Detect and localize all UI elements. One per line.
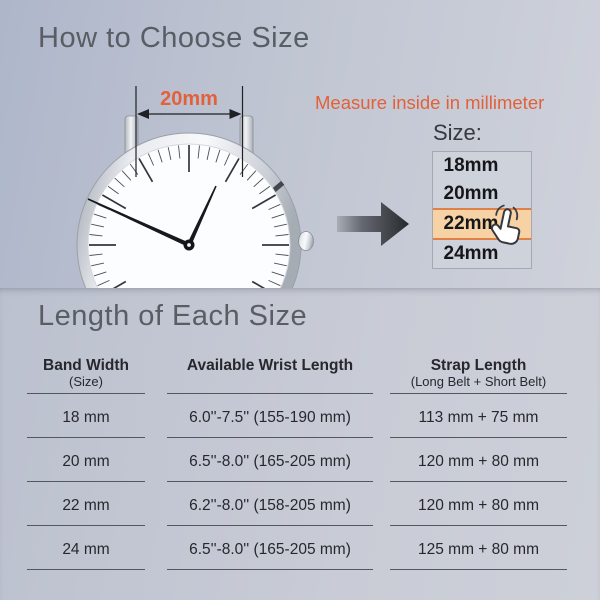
table-header-strap-length: Strap Length (Long Belt + Short Belt) [390, 346, 567, 394]
section-title-how-to-choose: How to Choose Size [38, 22, 310, 54]
measure-note: Measure inside in millimeter [315, 92, 545, 113]
size-option-label: 22mm [443, 213, 499, 234]
table-cell: 6.0''-7.5'' (155-190 mm) [167, 394, 373, 438]
size-option-label: 18mm [443, 155, 499, 176]
table-cell: 6.2''-8.0'' (158-205 mm) [167, 482, 373, 526]
table-cell: 6.5''-8.0'' (165-205 mm) [167, 438, 373, 482]
how-to-choose-section [0, 0, 600, 288]
table-cell: 113 mm + 75 mm [390, 394, 567, 438]
watch-illustration [77, 116, 314, 288]
table-cell: 125 mm + 80 mm [390, 526, 567, 570]
size-table [27, 346, 567, 570]
table-cell: 120 mm + 80 mm [390, 438, 567, 482]
table-cell: 6.5''-8.0'' (165-205 mm) [167, 526, 373, 570]
table-cell: 24 mm [27, 526, 145, 570]
arrow-right-icon [332, 196, 414, 252]
table-cell: 18 mm [27, 394, 145, 438]
table-cell: 22 mm [27, 482, 145, 526]
table-header-band-width: Band Width (Size) [27, 346, 145, 394]
section-title-length: Length of Each Size [38, 300, 308, 332]
size-option[interactable] [433, 152, 531, 180]
tap-hand-icon [487, 202, 531, 260]
table-header-wrist-length: Available Wrist Length [167, 346, 373, 394]
watch-crown [299, 232, 314, 251]
size-option-label: 20mm [443, 183, 499, 204]
table-cell: 120 mm + 80 mm [390, 482, 567, 526]
size-option-label: 24mm [443, 243, 499, 264]
table-cell: 20 mm [27, 438, 145, 482]
lug-width-label: 20mm [160, 88, 218, 110]
size-label: Size: [433, 120, 482, 145]
